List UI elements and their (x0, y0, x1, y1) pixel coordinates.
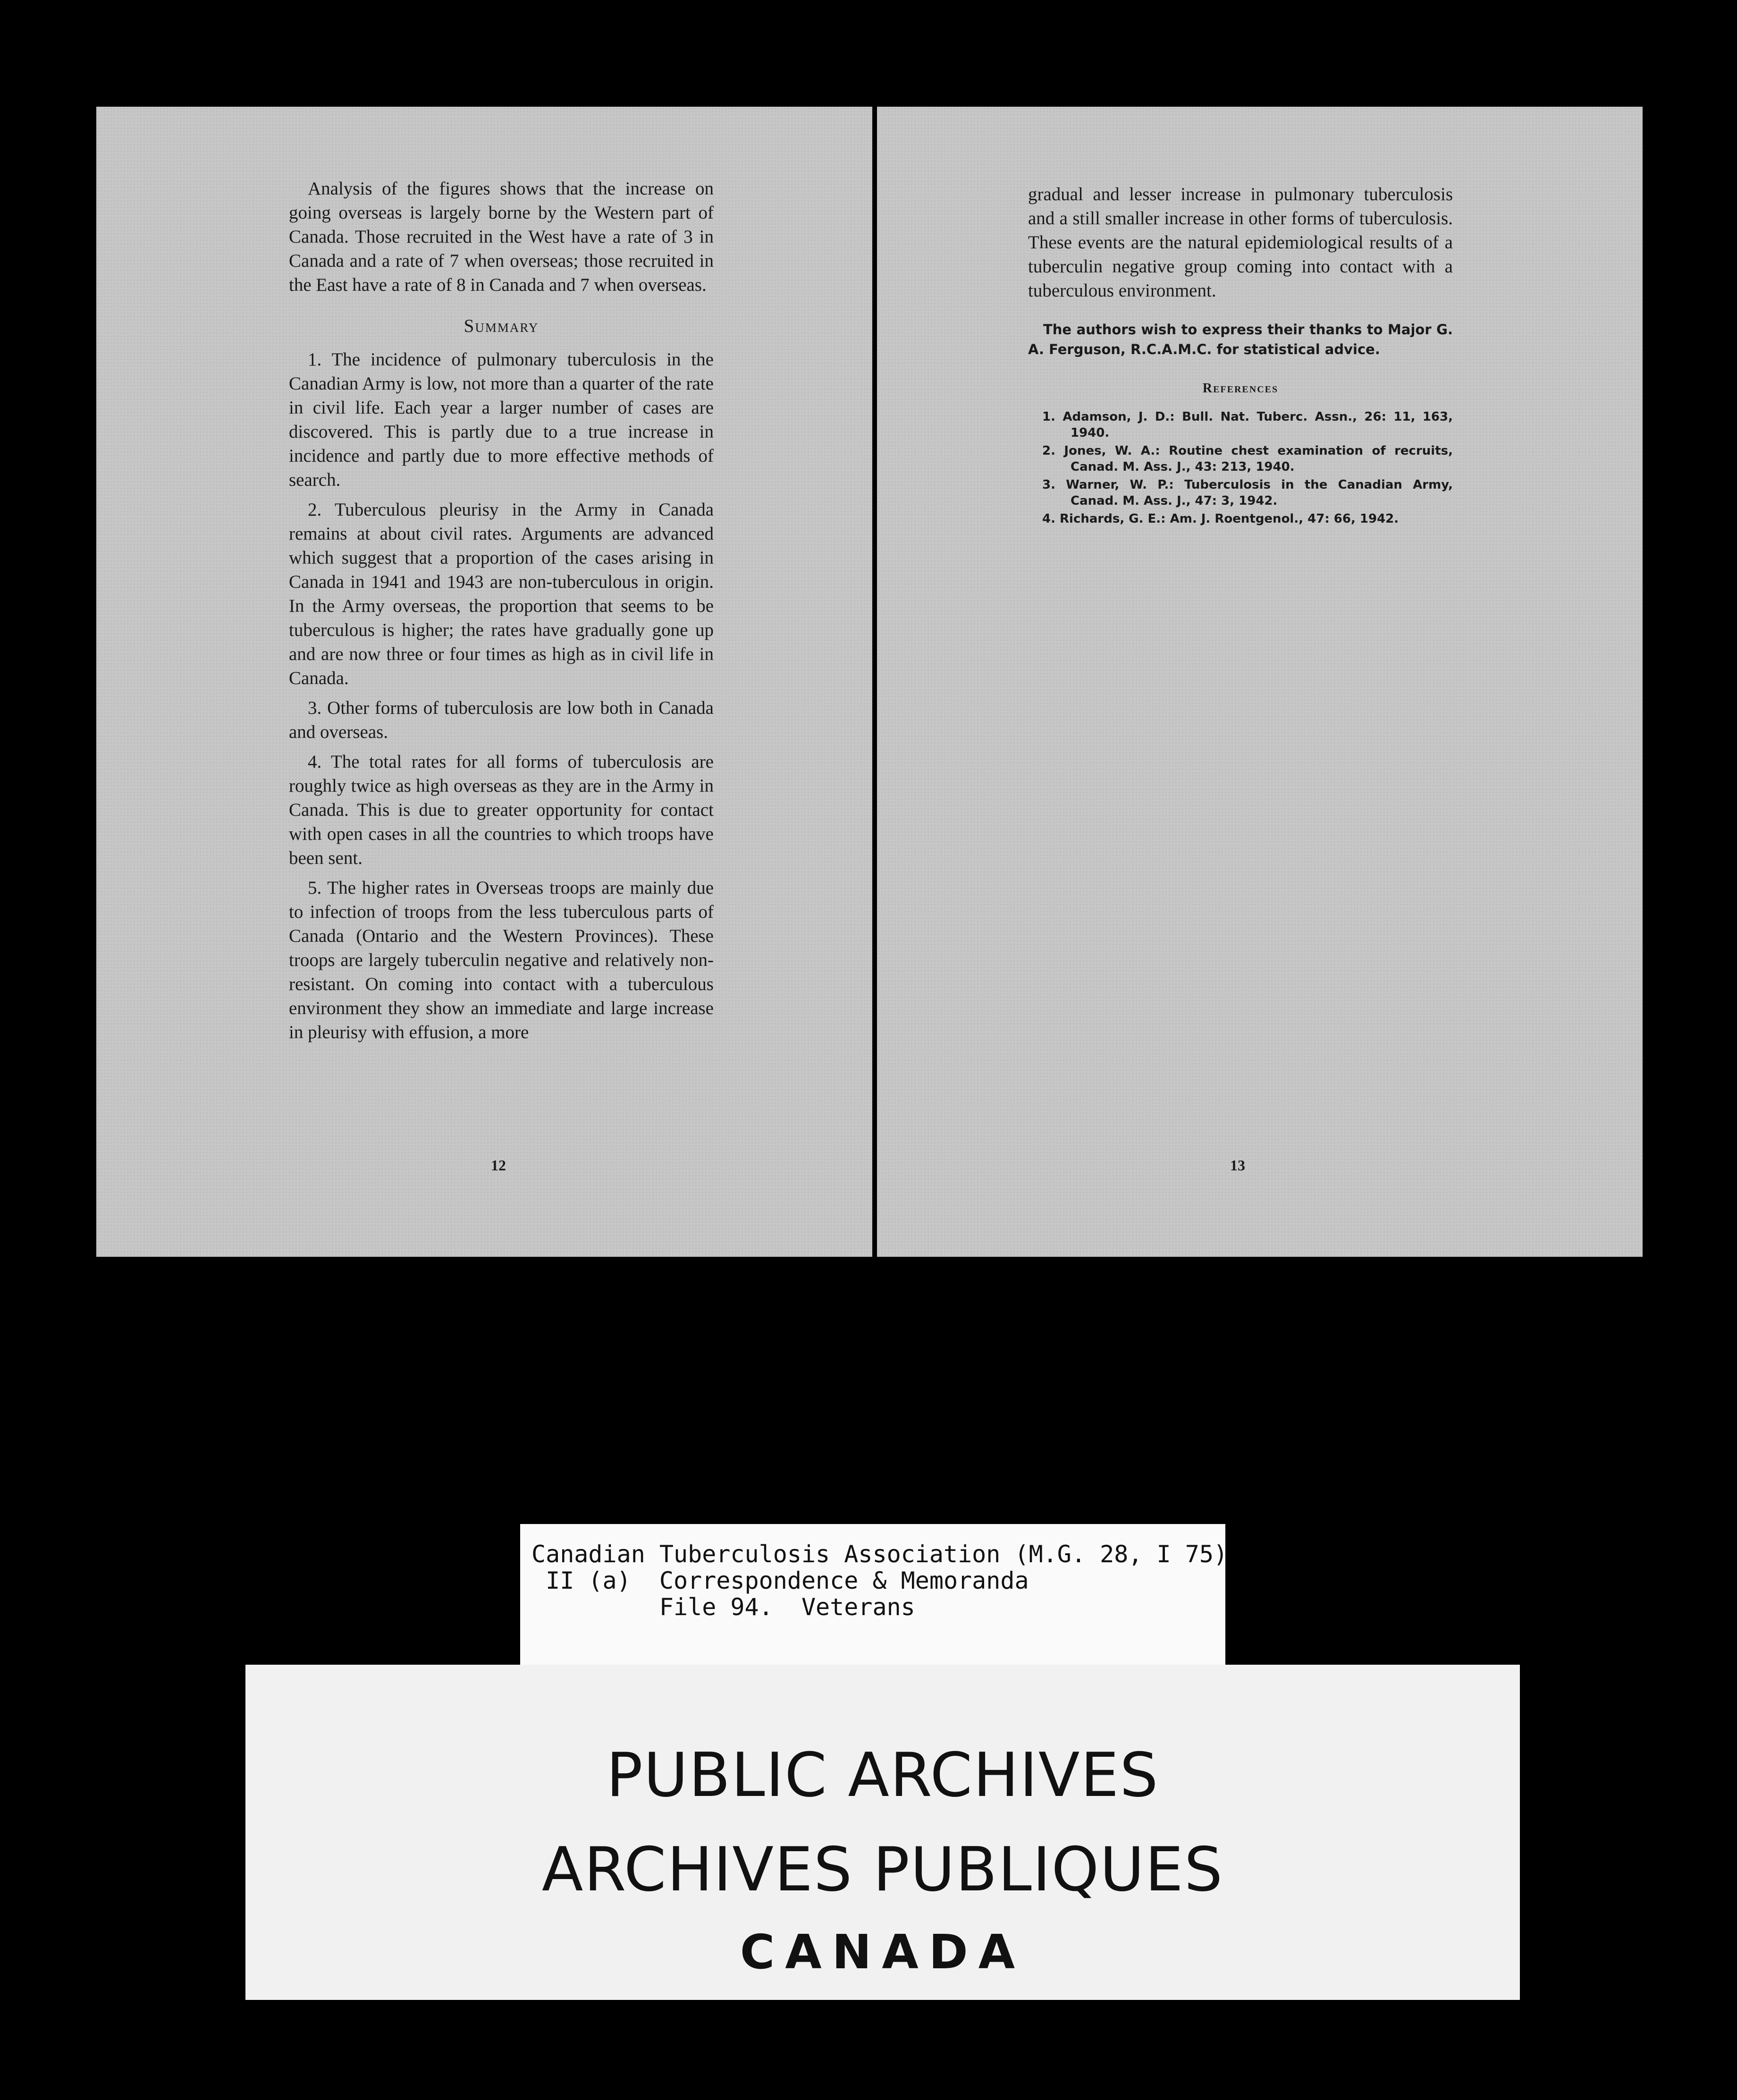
archives-title-fr: ARCHIVES PUBLIQUES (541, 1835, 1224, 1905)
page-number-left: 12 (491, 1157, 506, 1174)
summary-item-2: 2. Tuberculous pleurisy in the Army in Canada remains at about civil rates. Arguments are advanced which suggest that a proportion of the cases arising in Canada in 1941 and 1943 are non-tuberculous in origin. In the Army overseas, the proportion that seems to be tuberculous is higher; the rates have gradually gone up and are now three or four times as high as in civil life in Canada. (289, 500, 714, 688)
left-page-text (289, 177, 714, 1050)
references-list (1028, 409, 1453, 527)
continuation-paragraph: gradual and lesser increase in pulmonary tuberculosis and a still smaller increase in other forms of tuberculosis. These events are the natural epidemiological results of a tuberculin negative group coming into contact with a tuberculous environment. (1028, 184, 1453, 301)
summary-item-3: 3. Other forms of tuberculosis are low both in Canada and overseas. (289, 698, 714, 742)
archives-country: CANADA (740, 1924, 1026, 1980)
label-line-file: File 94. Veterans (531, 1593, 915, 1621)
label-line-collection: Canadian Tuberculosis Association (M.G. 28, I 75) (531, 1541, 1228, 1568)
summary-item-5: 5. The higher rates in Overseas troops are mainly due to infection of troops from the less tuberculous parts of Canada (Ontario and the Western Provinces). These troops are largely tuberculin negative and relatively non-resistant. On coming into contact with a tuberculous environment they show an immediate and large increase in pleurisy with effusion, a more (289, 878, 714, 1042)
public-archives-card (245, 1665, 1520, 2000)
right-page-text (1028, 182, 1453, 529)
references-heading: References (1202, 381, 1279, 396)
reference-item: 1. Adamson, J. D.: Bull. Nat. Tuberc. Assn., 26: 11, 163, 1940. (1042, 410, 1453, 440)
archive-file-label (520, 1524, 1228, 1665)
book-gutter (872, 99, 877, 1261)
reference-item: 2. Jones, W. A.: Routine chest examination of recruits, Canad. M. Ass. J., 43: 213, 1940. (1042, 444, 1453, 474)
acknowledgement: The authors wish to express their thanks to Major G. A. Ferguson, R.C.A.M.C. for statistical advice. (1028, 322, 1453, 357)
intro-paragraph: Analysis of the figures shows that the increase on going overseas is largely borne by the Western part of Canada. Those recruited in the West have a rate of 3 in Canada and a rate of 7 when overseas; those recruited in the East have a rate of 8 in Canada and 7 when overseas. (289, 178, 714, 295)
summary-item-4: 4. The total rates for all forms of tuberculosis are roughly twice as high overseas as they are in the Army in Canada. This is due to greater opportunity for contact with open cases in all the countries to which troops have been sent. (289, 752, 714, 868)
label-line-series: II (a) Correspondence & Memoranda (531, 1567, 1029, 1594)
reference-item: 4. Richards, G. E.: Am. J. Roentgenol., 47: 66, 1942. (1042, 512, 1399, 526)
summary-item-1: 1. The incidence of pulmonary tuberculosis in the Canadian Army is low, not more than a quarter of the rate in civil life. Each year a larger number of cases are discovered. This is partly due to a true increase in incidence and partly due to more effective methods of search. (289, 349, 714, 490)
archives-title-en: PUBLIC ARCHIVES (606, 1740, 1159, 1811)
reference-item: 3. Warner, W. P.: Tuberculosis in the Canadian Army, Canad. M. Ass. J., 47: 3, 1942. (1042, 478, 1453, 508)
summary-heading: Summary (464, 316, 539, 336)
page-number-right: 13 (1230, 1157, 1245, 1174)
